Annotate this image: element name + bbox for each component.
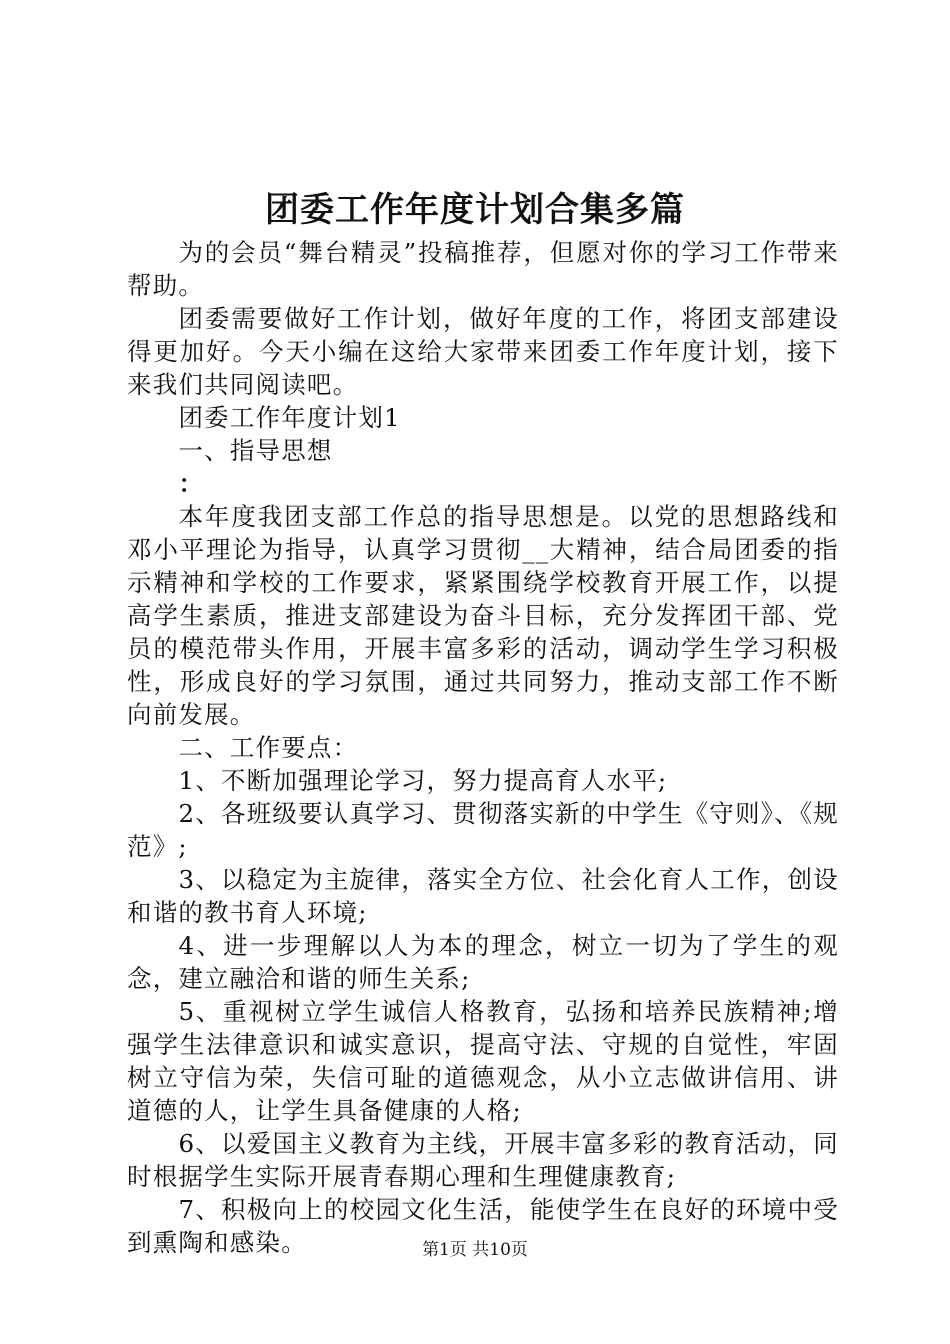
section-heading-work-points: 二、工作要点： [178, 733, 359, 762]
paragraph-guiding-ideology: 本年度我团支部工作总的指导思想是。以党的思想路线和邓小平理论为指导，认真学习贯彻__大精神，结合局团委的指示精神和学校的工作要求，紧紧围绕学校教育开展工作，以提高学生素质，推进支部建设为奋斗目标，充分发挥团干部、党员的模范带头作用，开展丰富多彩的活动，调动学生学习积极性，形成良好的学习氛围，通过共同努力，推动支部工作不断向前发展。 [127, 502, 839, 729]
document-body [127, 236, 839, 1259]
list-item-5: 5、重视树立学生诚信人格教育，弘扬和培养民族精神;增强学生法律意识和诚实意识，提高守法、守规的自觉性，牢固树立守信为荣，失信可耻的道德观念，从小立志做讲信用、讲道德的人，让学生具备健康的人格; [127, 997, 839, 1125]
list-item-1: 1、不断加强理论学习，努力提高育人水平; [178, 766, 668, 795]
paragraph-colon: ： [178, 469, 205, 498]
document-title: 团委工作年度计划合集多篇 [265, 190, 685, 230]
paragraph-preface: 团委需要做好工作计划，做好年度的工作，将团支部建设得更加好。今天小编在这给大家带来团委工作年度计划，接下来我们共同阅读吧。 [127, 304, 839, 399]
list-item-6: 6、以爱国主义教育为主线，开展丰富多彩的教育活动，同时根据学生实际开展青春期心理和生理健康教育; [127, 1129, 839, 1191]
page-footer: 第1页 共10页 [422, 1240, 528, 1260]
list-item-3: 3、以稳定为主旋律，落实全方位、社会化育人工作，创设和谐的教书育人环境; [127, 865, 839, 927]
paragraph-intro: 为的会员“舞台精灵”投稿推荐，但愿对你的学习工作带来帮助。 [127, 238, 839, 300]
list-item-4: 4、进一步理解以人为本的理念，树立一切为了学生的观念，建立融洽和谐的师生关系; [127, 931, 839, 993]
list-item-2: 2、各班级要认真学习、贯彻落实新的中学生《守则》、《规范》; [127, 799, 839, 861]
list-item-7: 7、积极向上的校园文化生活，能使学生在良好的环境中受到熏陶和感染。 [127, 1195, 839, 1257]
section-heading-plan-1: 团委工作年度计划1 [178, 403, 401, 432]
section-heading-guiding-ideology: 一、指导思想 [178, 436, 333, 465]
